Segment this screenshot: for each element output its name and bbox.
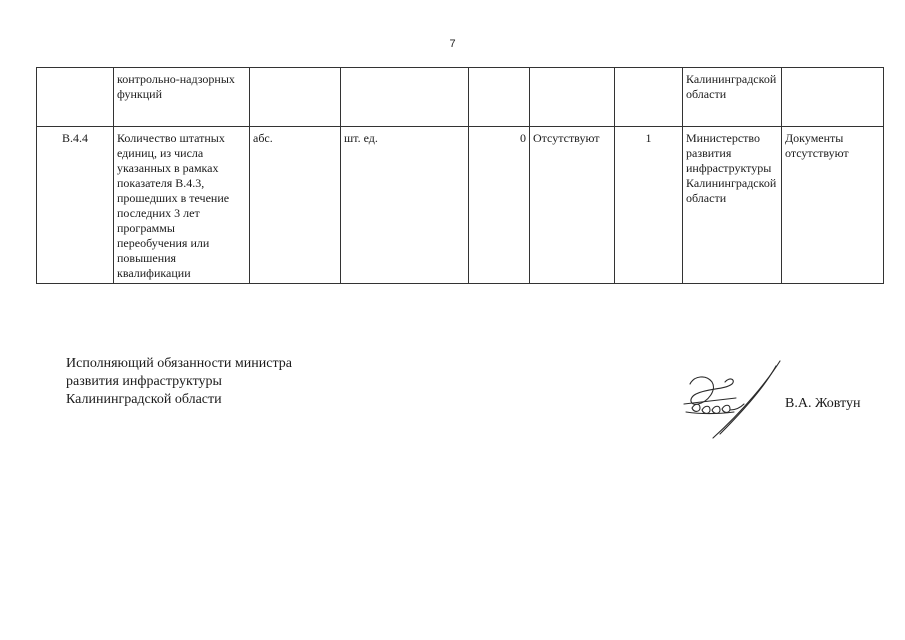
indicator-table <box>36 67 884 284</box>
signer-title-line: Исполняющий обязанности министра <box>66 356 292 371</box>
cell-value <box>469 68 530 127</box>
cell-responsible: Министерство развития инфраструктуры Калининградской области <box>683 127 782 284</box>
cell-type: абс. <box>250 127 341 284</box>
cell-documents <box>782 68 884 127</box>
cell-type <box>250 68 341 127</box>
cell-code <box>37 68 114 127</box>
signature-block <box>66 355 292 409</box>
signer-title-line: Калининградской области <box>66 392 222 407</box>
cell-status <box>530 68 615 127</box>
cell-responsible: Калининградской области <box>683 68 782 127</box>
cell-unit: шт. ед. <box>341 127 469 284</box>
handwritten-signature <box>680 358 785 443</box>
cell-unit <box>341 68 469 127</box>
cell-indicator: Количество штатных единиц, из числа указанных в рамках показателя В.4.3, прошедших в течение последних 3 лет программы переобучения или повышения квалификации <box>114 127 250 284</box>
cell-value: 0 <box>469 127 530 284</box>
cell-target <box>615 68 683 127</box>
cell-documents: Документы отсутствуют <box>782 127 884 284</box>
cell-status: Отсутствуют <box>530 127 615 284</box>
table-row <box>37 68 884 127</box>
cell-target: 1 <box>615 127 683 284</box>
signer-name: В.А. Жовтун <box>785 396 861 411</box>
signer-title-line: развития инфраструктуры <box>66 374 222 389</box>
cell-indicator: контрольно-надзорных функций <box>114 68 250 127</box>
cell-code: В.4.4 <box>37 127 114 284</box>
table-row <box>37 127 884 284</box>
page-number: 7 <box>449 38 456 50</box>
